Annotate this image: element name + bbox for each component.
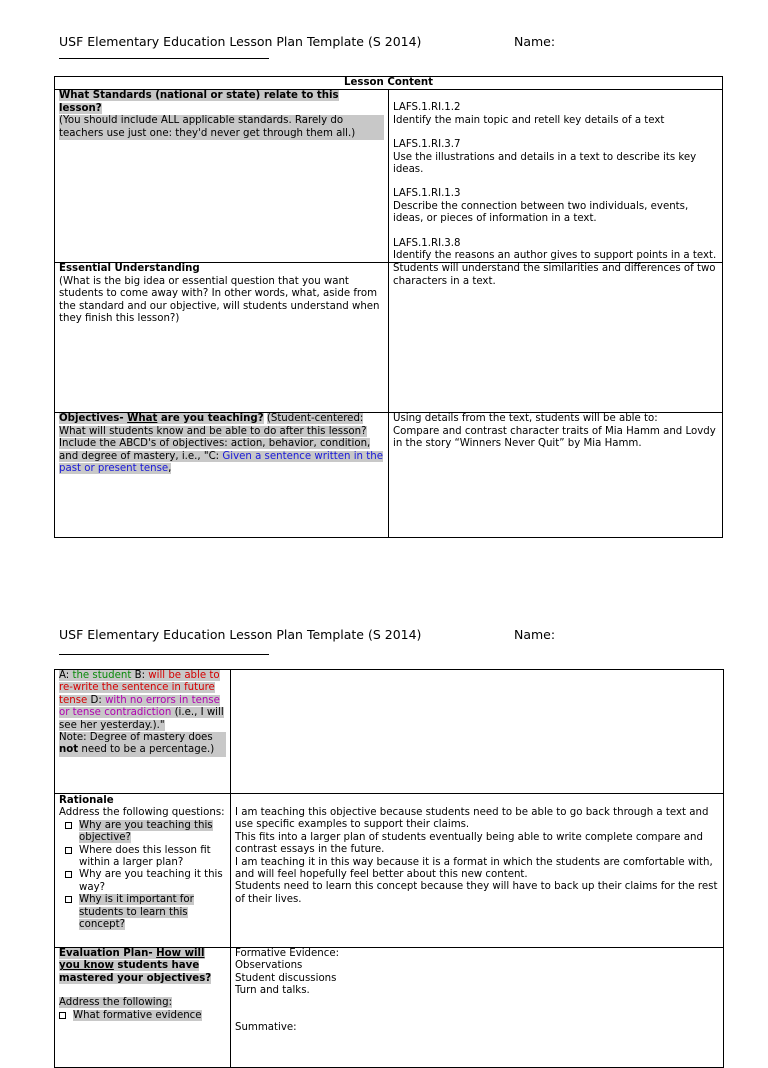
standard-text: Describe the connection between two individuals, events, ideas, or pieces of information in a text. <box>393 200 689 225</box>
rationale-question: Why are you teaching it this way? <box>65 869 226 894</box>
standard-code: LAFS.1.RI.1.2 <box>393 102 461 114</box>
standards-note: (You should include ALL applicable standards. Rarely do teachers use just one: they'd never get through them all.) <box>59 115 384 140</box>
evaluation-content-cell <box>231 948 724 1068</box>
objectives-answer: Compare and contrast character traits of Mia Hamm and Lovdy in the story “Winners Never Quit” by Mia Hamm. <box>393 425 716 450</box>
objectives-answer-intro: Using details from the text, students will be able to: <box>393 413 658 425</box>
name-label: Name: <box>514 627 556 642</box>
standard-text: Use the illustrations and details in a text to describe its key ideas. <box>393 151 697 176</box>
rationale-answer: I am teaching it in this way because it is a format in which the students are comfortable with, and will feel hopefully feel better about this new content. <box>235 856 713 881</box>
evaluation-question: What formative evidence <box>59 1010 226 1022</box>
checkbox-icon <box>65 822 72 829</box>
evaluation-intro: Address the following: <box>59 997 172 1009</box>
objectives-condition-example: Given a sentence written in the past or present tense <box>59 450 383 475</box>
essential-answer: Students will understand the similarities and differences of two characters in a text. <box>389 263 723 413</box>
checkbox-icon <box>65 871 72 878</box>
abcd-degree: with no errors in tense or tense contradiction <box>59 694 220 719</box>
standards-heading: What Standards (national or state) relate to this lesson? <box>59 90 339 114</box>
name-label: Name: <box>514 34 556 49</box>
standard-text: Identify the main topic and retell key details of a text <box>393 114 665 126</box>
checkbox-icon <box>65 847 72 854</box>
rationale-question: Why are you teaching this objective? <box>65 820 226 845</box>
essential-note: (What is the big idea or essential question that you want students to come away with? In other words, what, aside from the standard and our objective, will students understand when they finish this lesson?) <box>59 275 380 325</box>
abcd-cell: A: the student B: will be able to re-write the sentence in future tense D: with no errors in tense or tense contradiction (i.e., I will see her yesterday.)." Note: Degree of mastery does not need to be a percentage.) <box>55 670 231 794</box>
abcd-behavior: will be able to re-write the sentence in future tense <box>59 670 220 706</box>
rationale-answer: Students need to learn this concept because they will have to back up their claims for the rest of their lives. <box>235 881 718 905</box>
lesson-content-header: Lesson Content <box>55 77 723 90</box>
evaluation-questions <box>59 1010 226 1022</box>
document-title: USF Elementary Education Lesson Plan Template (S 2014) <box>59 34 422 49</box>
standards-content-cell <box>389 90 723 263</box>
essential-heading: Essential Understanding <box>59 263 200 275</box>
formative-item: Student discussions <box>235 972 337 984</box>
lesson-plan-table-continued <box>54 669 724 1068</box>
standards-label-cell <box>55 90 389 263</box>
rationale-questions <box>59 820 226 932</box>
objectives-heading: Objectives- What are you teaching? <box>59 413 264 425</box>
mastery-note: Note: Degree of mastery does not need to be a percentage.) <box>59 732 226 757</box>
rationale-heading: Rationale <box>59 795 114 806</box>
standard-code: LAFS.1.RI.3.8 <box>393 237 461 249</box>
lesson-content-table <box>54 76 723 538</box>
checkbox-icon <box>65 896 72 903</box>
standard-text: Identify the reasons an author gives to support points in a text. <box>393 250 717 262</box>
objectives-label-cell: Objectives- What are you teaching? (Student-centered: What will students know and be able to do after this lesson? Include the ABCD's of objectives: action, behavior, condition, and degree of mastery, i.e., "C: Given a sentence written in the past or present tense, <box>55 413 389 538</box>
name-underline <box>59 58 269 59</box>
rationale-answer: This fits into a larger plan of students eventually being able to write complete compare and contrast essays in the future. <box>235 831 703 856</box>
evaluation-label-cell <box>55 948 231 1068</box>
document-title: USF Elementary Education Lesson Plan Template (S 2014) <box>59 627 422 642</box>
rationale-answer: I am teaching this objective because students need to be able to go back through a text and use specific examples to support their claims. <box>235 807 709 831</box>
rationale-question: Why is it important for students to learn this concept? <box>65 894 226 931</box>
objectives-content-cell <box>389 413 723 538</box>
name-underline <box>59 654 269 655</box>
rationale-answer-cell <box>231 794 724 948</box>
formative-item: Turn and talks. <box>235 985 310 997</box>
formative-label: Formative Evidence: <box>235 948 340 959</box>
abcd-audience: the student <box>72 670 132 681</box>
abcd-example: (i.e., I will see her yesterday.)." <box>59 707 224 731</box>
abcd-answer-cell <box>231 670 724 794</box>
rationale-label-cell <box>55 794 231 948</box>
rationale-intro: Address the following questions: <box>59 807 225 819</box>
essential-label-cell <box>55 263 389 413</box>
rationale-question: Where does this lesson fit within a larger plan? <box>65 845 226 870</box>
checkbox-icon <box>59 1012 66 1019</box>
formative-item: Observations <box>235 960 303 972</box>
evaluation-heading: Evaluation Plan- How will you know students have mastered your objectives? <box>59 948 212 984</box>
objectives-note: (Student-centered: What will students know and be able to do after this lesson? Include the ABCD's of objectives: action, behavior, condition, and degree of mastery, i.e., "C: <box>59 413 371 462</box>
standard-code: LAFS.1.RI.3.7 <box>393 139 461 151</box>
summative-label: Summative: <box>235 1021 297 1033</box>
standard-code: LAFS.1.RI.1.3 <box>393 188 461 200</box>
